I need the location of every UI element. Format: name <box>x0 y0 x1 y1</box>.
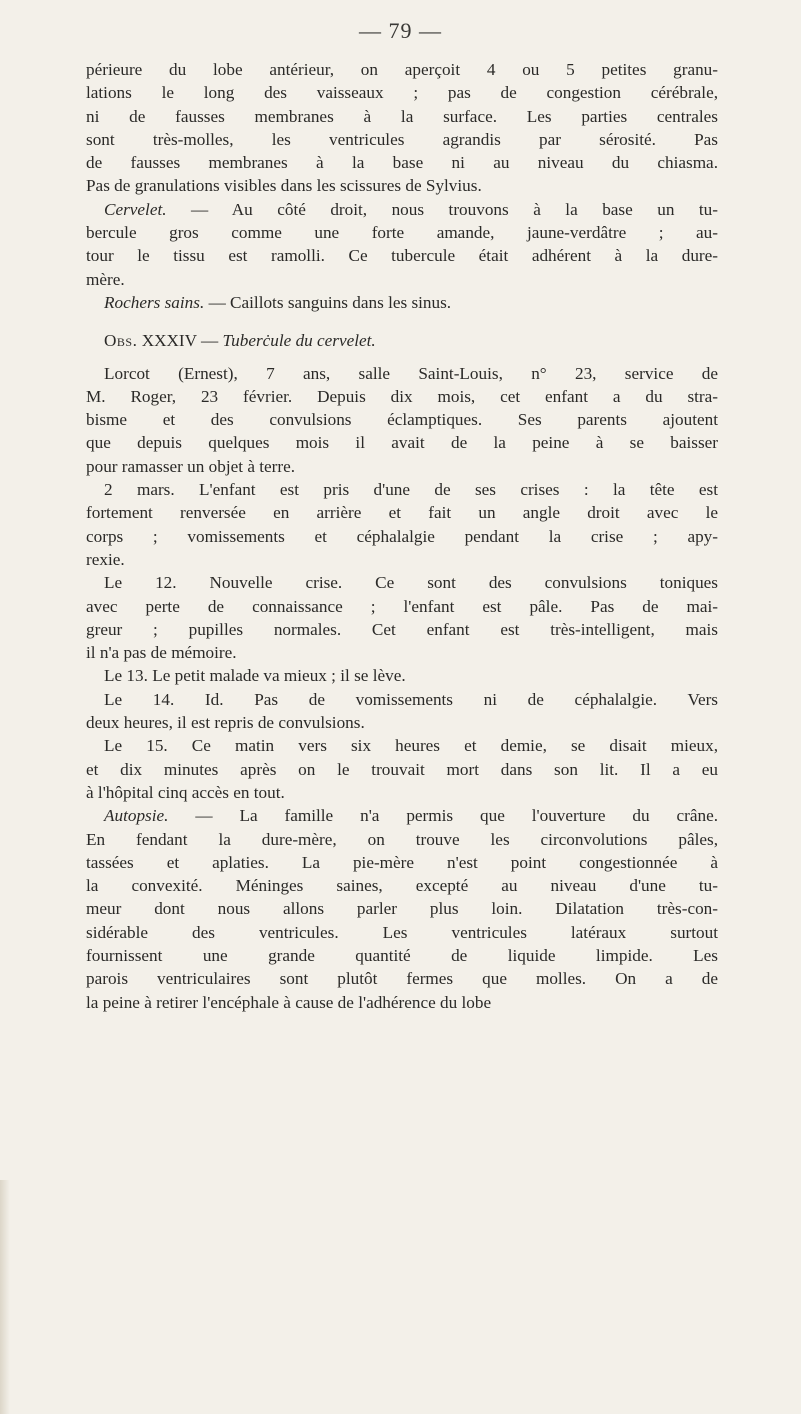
text-line: meur dont nous allons parler plus loin. Dilatation très-con- <box>86 899 718 919</box>
page-number: — 79 — <box>359 18 442 43</box>
paragraph-le-14 <box>86 688 718 735</box>
text-line <box>86 329 718 352</box>
paragraph-rochers <box>86 291 718 314</box>
text-line: Le 15. Ce matin vers six heures et demie, se disait mieux, <box>104 736 718 756</box>
text-line: il n'a pas de mémoire. <box>86 643 237 663</box>
italic-heading: Cervelet. <box>104 199 167 219</box>
text-line: fournissent une grande quantité de liquide limpide. Les <box>86 945 718 965</box>
text-line: parois ventriculaires sont plutôt fermes que molles. On a de <box>86 969 718 989</box>
paragraph-le-13 <box>86 664 718 687</box>
paragraph-2-mars <box>86 478 718 571</box>
text-line: En fendant la dure-mère, on trouve les circonvolutions pâles, <box>86 829 718 849</box>
text-line: Pas de granulations visibles dans les scissures de Sylvius. <box>86 176 482 196</box>
text-line: sidérable des ventricules. Les ventricules latéraux surtout <box>86 922 718 942</box>
text-line: deux heures, il est repris de convulsions. <box>86 713 365 733</box>
text-line <box>86 198 718 221</box>
spacer <box>86 353 718 362</box>
text-line: fortement renversée en arrière et fait un angle droit avec le <box>86 503 718 523</box>
body-text <box>86 58 718 1014</box>
text-line: périeure du lobe antérieur, on aperçoit 4 ou 5 petites granu- <box>86 60 718 79</box>
spacer <box>86 314 718 329</box>
paragraph-autopsie <box>86 804 718 1014</box>
observation-heading <box>86 329 718 352</box>
text-line: greur ; pupilles normales. Cet enfant est très-intelligent, mais <box>86 619 718 639</box>
text-line: la peine à retirer l'encéphale à cause de l'adhérence du lobe <box>86 992 492 1012</box>
text-line: mère. <box>86 269 125 289</box>
text-line: lations le long des vaisseaux ; pas de congestion cérébrale, <box>86 83 718 103</box>
text-line: Le 13. Le petit malade va mieux ; il se lève. <box>104 666 406 686</box>
text-line: et dix minutes après on le trouvait mort dans son lit. Il a eu <box>86 759 718 779</box>
text-line: pour ramasser un objet à terre. <box>86 456 296 476</box>
text-line: M. Roger, 23 février. Depuis dix mois, cet enfant a du stra- <box>86 386 718 406</box>
text-line: avec perte de connaissance ; l'enfant est pâle. Pas de mai- <box>86 596 718 616</box>
text-line: corps ; vomissements et céphalalgie pendant la crise ; apy- <box>86 526 718 546</box>
text-line: sont très-molles, les ventricules agrandis par sérosité. Pas <box>86 129 718 149</box>
paragraph-case-intro <box>86 362 718 478</box>
paragraph-cervelet <box>86 198 718 291</box>
text-line: rexie. <box>86 549 125 569</box>
text-run: — La famille n'a permis que l'ouverture du crâne. <box>168 806 718 826</box>
text-line: de fausses membranes à la base ni au niveau du chiasma. <box>86 153 718 173</box>
italic-heading: Autopsie. <box>104 806 169 826</box>
observation-label: Obs. <box>104 331 138 351</box>
observation-title: Tuberċule du cervelet. <box>222 331 376 351</box>
page-edge-shadow <box>0 1180 10 1414</box>
text-run: — Caillots sanguins dans les sinus. <box>204 292 452 312</box>
text-line: ni de fausses membranes à la surface. Les parties centrales <box>86 106 718 126</box>
italic-heading: Rochers sains. <box>104 292 205 312</box>
text-line: que depuis quelques mois il avait de la peine à se baisser <box>86 433 718 453</box>
text-run: — Au côté droit, nous trouvons à la base un tu- <box>166 199 718 219</box>
text-line: à l'hôpital cinq accès en tout. <box>86 782 285 802</box>
text-line: 2 mars. L'enfant est pris d'une de ses crises : la tête est <box>104 480 718 500</box>
text-line: tassées et aplaties. La pie-mère n'est point congestionnée à <box>86 852 718 872</box>
paragraph-le-12 <box>86 571 718 664</box>
text-line: bercule gros comme une forte amande, jaune-verdâtre ; au- <box>86 223 718 243</box>
text-line <box>86 804 718 827</box>
text-line <box>86 291 718 314</box>
text-line: la convexité. Méninges saines, excepté au niveau d'une tu- <box>86 876 718 896</box>
paragraph-le-15 <box>86 734 718 804</box>
paragraph-autopsy-continued <box>86 58 718 198</box>
text-line: Le 12. Nouvelle crise. Ce sont des convulsions toniques <box>104 573 718 593</box>
text-line: Le 14. Id. Pas de vomissements ni de céphalalgie. Vers <box>104 689 718 709</box>
text-line: bisme et des convulsions éclamptiques. Ses parents ajoutent <box>86 410 718 430</box>
text-line: Lorcot (Ernest), 7 ans, salle Saint-Louis, n° 23, service de <box>104 363 718 383</box>
observation-number: XXXIV — <box>141 331 219 351</box>
text-line: tour le tissu est ramolli. Ce tubercule était adhérent à la dure- <box>86 246 718 266</box>
